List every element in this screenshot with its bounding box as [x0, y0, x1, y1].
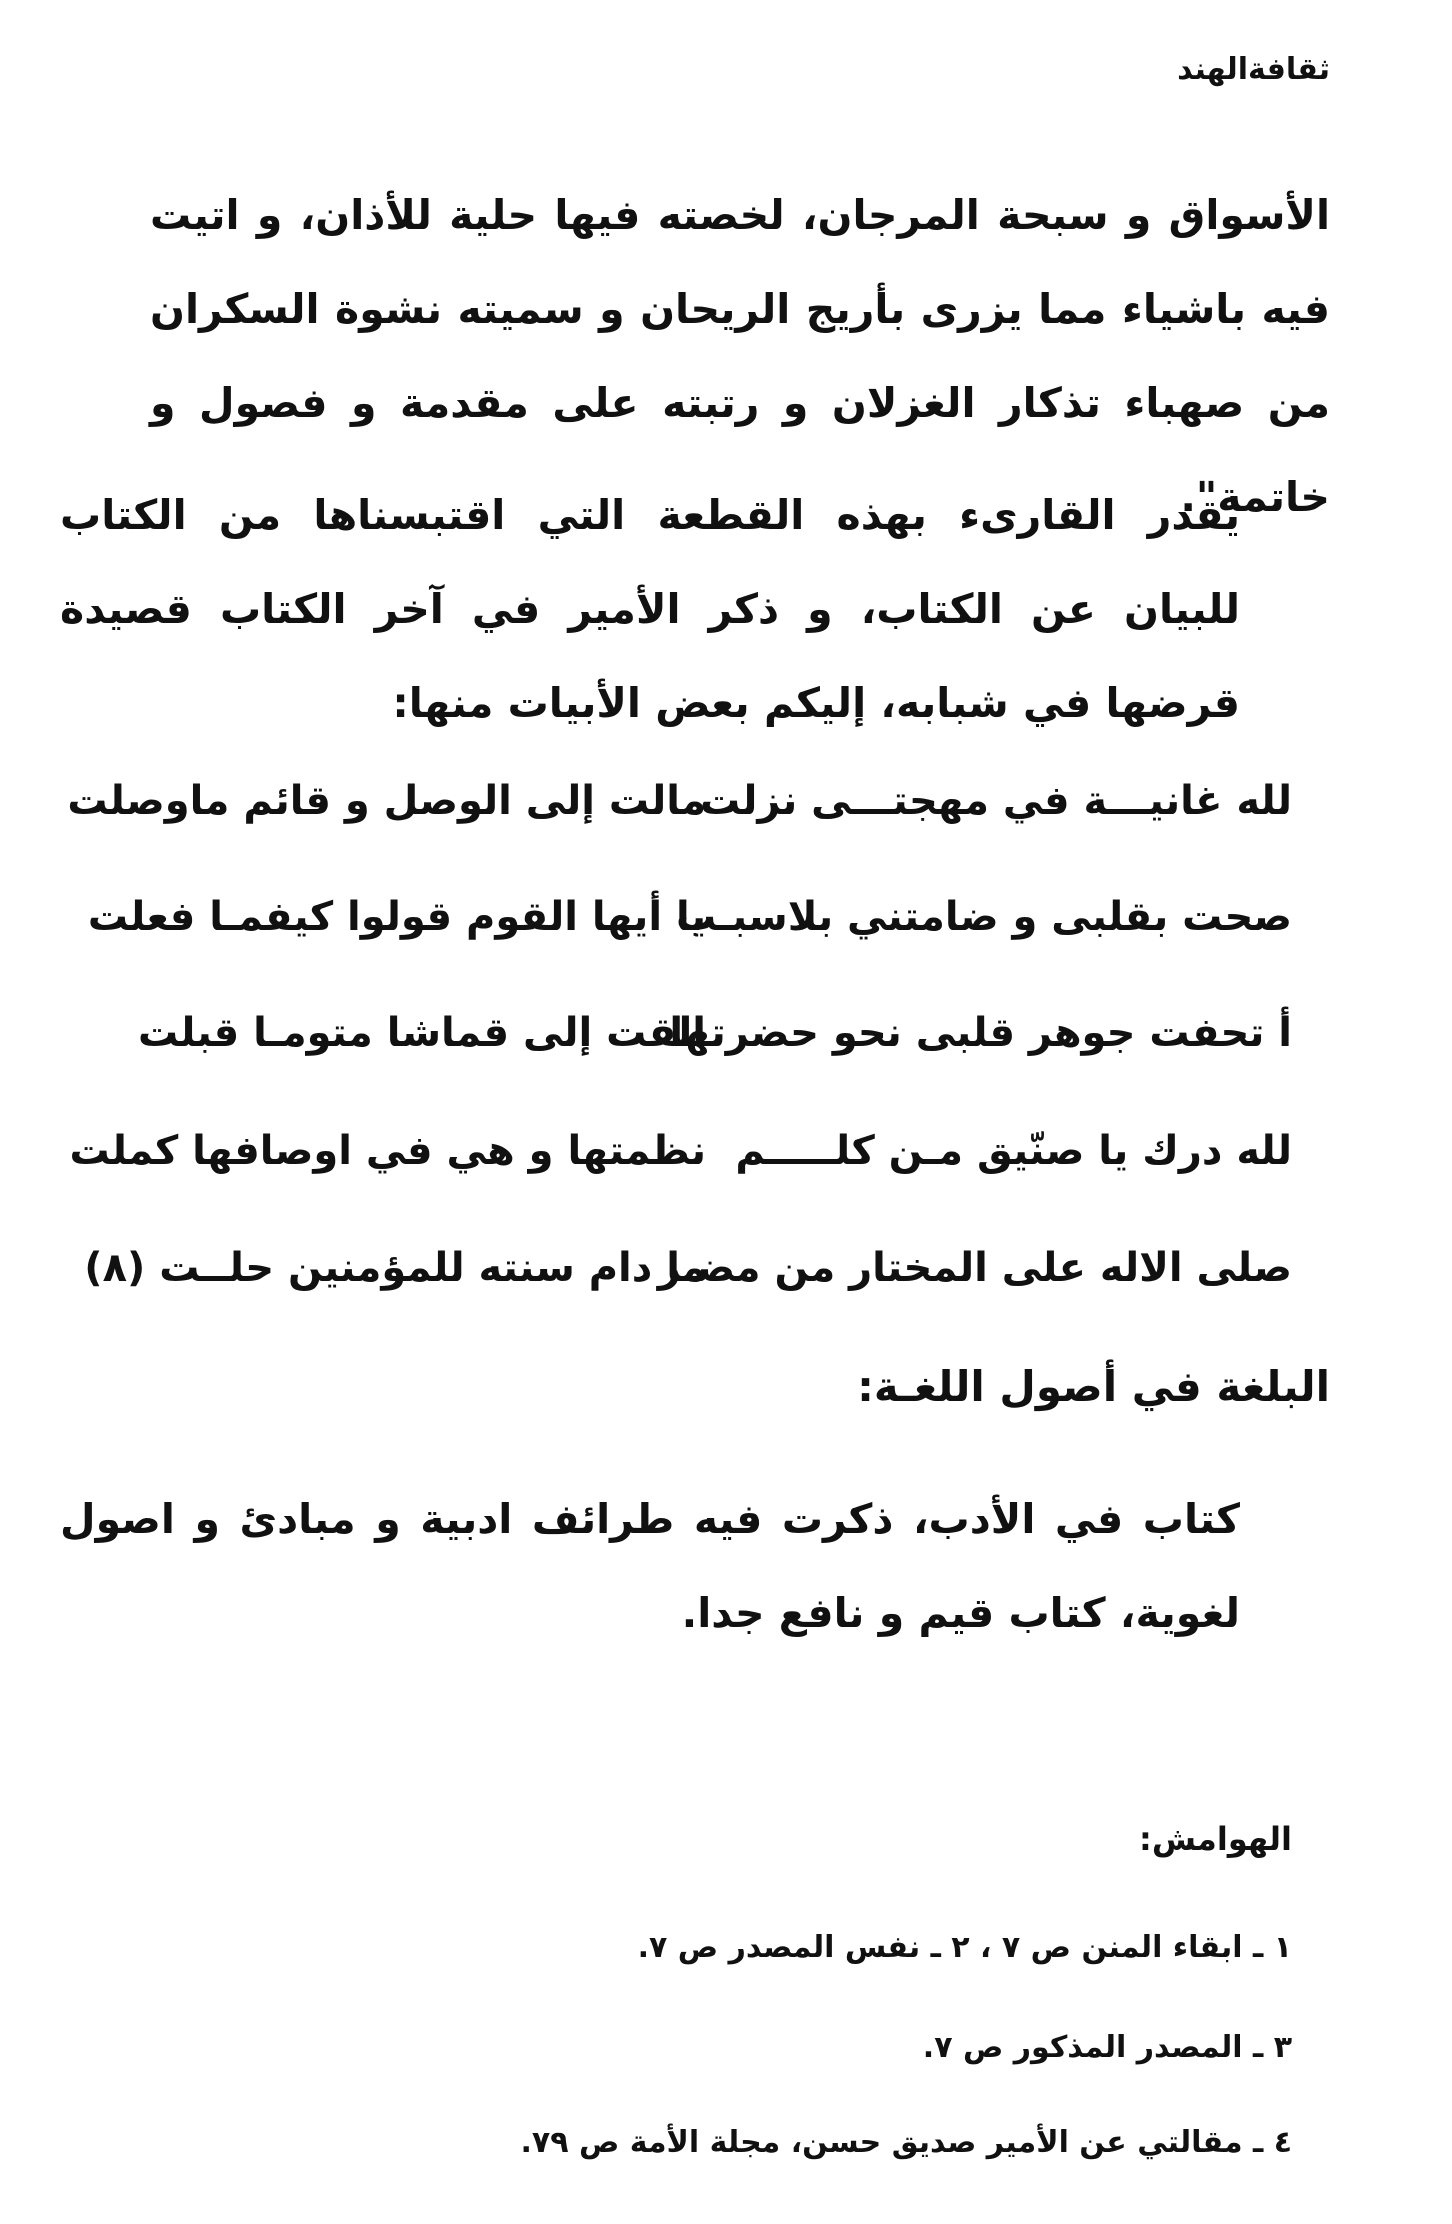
paragraph-1: الأسواق و سبحة المرجان، لخصته فيها حلية للأذان، و اتيت فيه باشياء مما يزرى بأريج الريحان و سميته نشوة السكران من صهباء تذكار الغزلان و رتبته على مقدمة و فصول و خاتمة".: [150, 191, 1330, 521]
footnote: ٣ ـ المصدر المذكور ص ٧.: [922, 2030, 1292, 2065]
footnote: ١ ـ ابقاء المنن ص ٧ ، ٢ ـ نفس المصدر ص ٧.: [637, 1930, 1292, 1965]
verse-line: [138, 1010, 1292, 1080]
verse-first-hemistich: لله غانيـــة في مهجتـــى نزلت: [699, 778, 1292, 824]
paragraph-3: كتاب في الأدب، ذكرت فيه طرائف ادبية و مبادئ و اصول لغوية، كتاب قيم و نافع جدا.: [60, 1495, 1240, 1637]
verse-second-hemistich: ما دام سنته للمؤمنين حلــت (٨): [84, 1245, 706, 1291]
verse-line: [87, 894, 1292, 964]
notes-title: الهوامش:: [1139, 1820, 1292, 1858]
verse-line: [67, 778, 1292, 848]
verse-line: [69, 1128, 1292, 1198]
verse-first-hemistich: صحت بقلبى و ضامتني بلاسبـب: [676, 894, 1292, 940]
footnote: ٤ ـ مقالتي عن الأمير صديق حسن، مجلة الأمة ص ٧٩.: [520, 2125, 1292, 2160]
verse-first-hemistich: أ تحفت جوهر قلبى نحو حضرتها: [669, 1010, 1292, 1056]
verse-second-hemistich: مالت إلى الوصل و قائم ماوصلت: [67, 778, 706, 824]
running-head: ثقافةالهند: [1177, 52, 1330, 87]
verse-line: [84, 1245, 1292, 1315]
verse-second-hemistich: يا أيها القوم قولوا كيفمـا فعلت: [87, 894, 706, 940]
paragraph-2: يقدر القارىء بهذه القطعة التي اقتبسناها من الكتاب للبيان عن الكتاب، و ذكر الأمير في آخر الكتاب قصيدة قرضها في شبابه، إليكم بعض الأبيات منها:: [60, 491, 1240, 727]
verse-first-hemistich: لله درك يا صنّيق مـن كلـــــم: [735, 1128, 1292, 1174]
section-heading: البلغة في أصول اللغـة:: [857, 1362, 1330, 1411]
verse-second-hemistich: القت إلى قماشا متومـا قبلت: [138, 1010, 706, 1056]
verse-second-hemistich: نظمتها و هي في اوصافها كملت: [69, 1128, 706, 1174]
verse-first-hemistich: صلى الاله على المختار من مضـر: [657, 1245, 1292, 1291]
